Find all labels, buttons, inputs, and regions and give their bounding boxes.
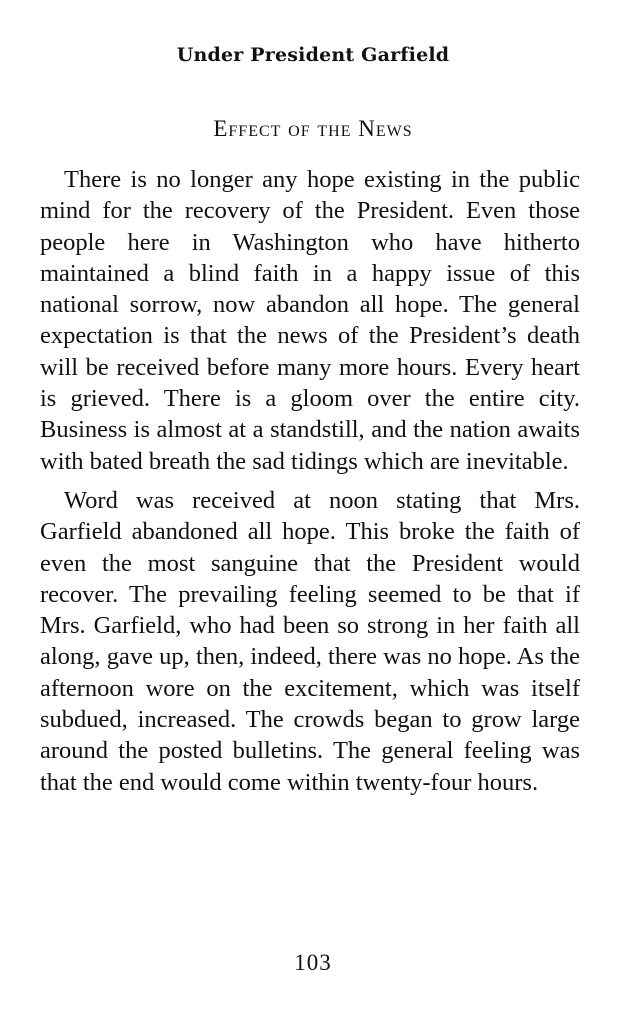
section-title: Effect of the News xyxy=(213,116,413,141)
page-number: 103 xyxy=(294,950,332,975)
running-head: Under President Garfield xyxy=(176,44,450,66)
paragraph-2: Word was received at noon stating that Mrs. Garfield abandoned all hope. This broke the faith of even the most sanguine that the President would recover. The prevailing feeling seemed to be that if Mrs. Garfield, who had been so strong in her faith all along, gave up, then, indeed, there was no hope. As the afternoon wore on the excitement, which was itself subdued, increased. The crowds began to grow large around the posted bulletins. The general feeling was that the end would come within twenty-four hours. xyxy=(40,486,580,796)
body-text xyxy=(40,164,580,806)
paragraph-1: There is no longer any hope existing in the public mind for the recovery of the President. Even those people here in Washington who have hitherto maintained a blind faith in a happy issue of this national sorrow, now abandon all hope. The general expectation is that the news of the President’s death will be received before many more hours. Every heart is grieved. There is a gloom over the entire city. Business is almost at a standstill, and the nation awaits with bated breath the sad tidings which are inevitable. xyxy=(40,166,580,475)
